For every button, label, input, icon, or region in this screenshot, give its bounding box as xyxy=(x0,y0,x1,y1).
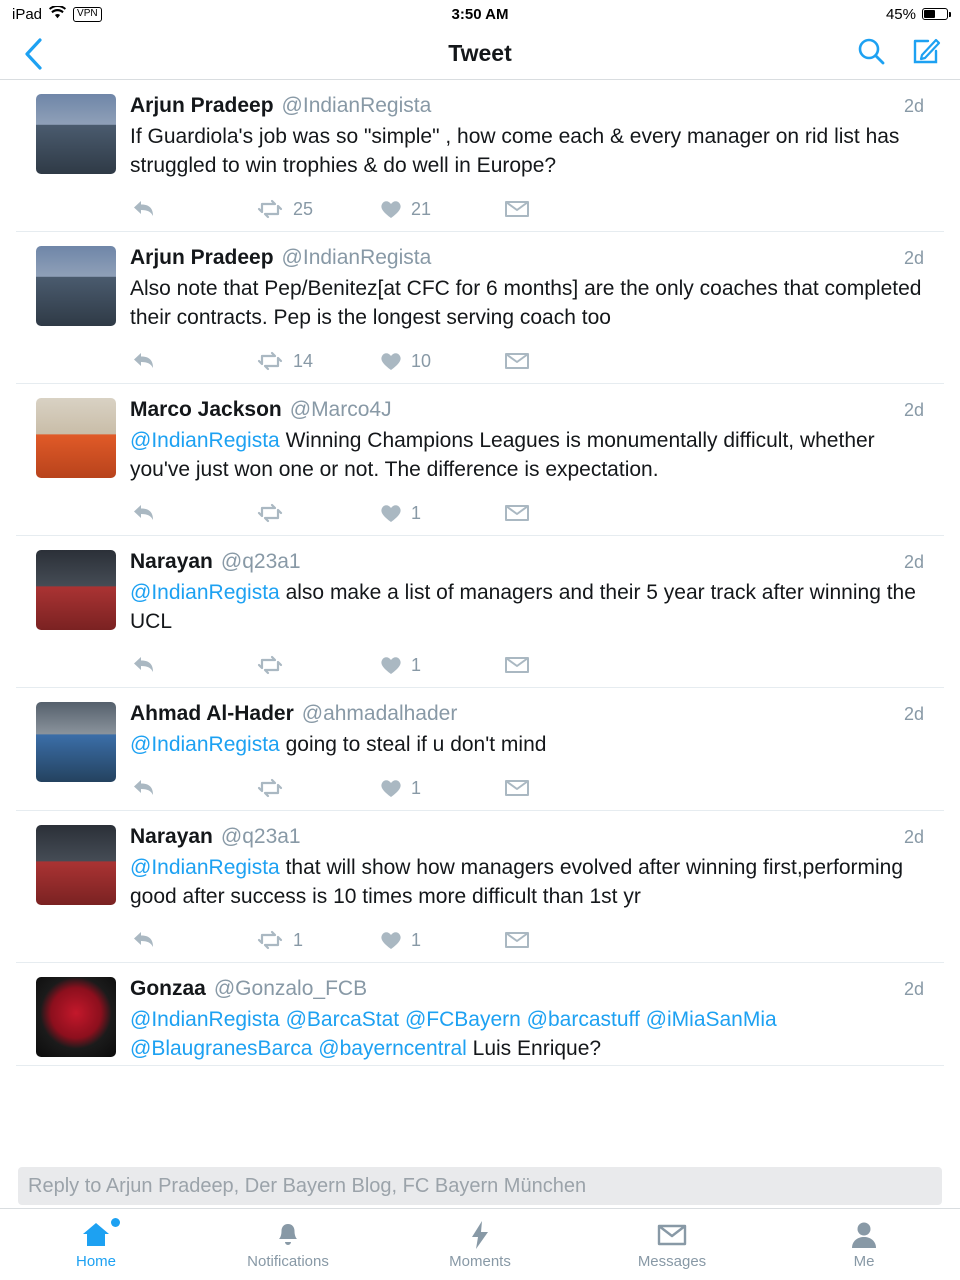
mention-link[interactable]: @BlaugranesBarca xyxy=(130,1037,313,1060)
retweet-button[interactable] xyxy=(256,778,380,798)
reply-icon xyxy=(132,777,158,799)
back-button[interactable] xyxy=(18,39,48,69)
tweet-body xyxy=(130,398,924,535)
mention-link[interactable]: @bayerncentral xyxy=(318,1037,467,1060)
like-button[interactable] xyxy=(380,503,504,524)
tweet-header xyxy=(130,825,924,849)
tweet-item[interactable] xyxy=(16,963,944,1066)
tweet-author-handle[interactable]: @IndianRegista xyxy=(281,246,432,269)
like-button[interactable] xyxy=(380,930,504,951)
chevron-left-icon xyxy=(23,38,43,70)
tweet-header xyxy=(130,94,924,118)
battery-icon xyxy=(922,8,948,20)
like-count: 1 xyxy=(411,502,422,523)
direct-message-button[interactable] xyxy=(504,930,628,950)
tweet-text xyxy=(130,274,924,332)
retweet-count: 14 xyxy=(293,350,314,371)
mention-link[interactable]: @IndianRegista xyxy=(130,856,280,879)
like-button[interactable] xyxy=(380,199,504,220)
direct-message-button[interactable] xyxy=(504,199,628,219)
direct-message-button[interactable] xyxy=(504,351,628,371)
retweet-icon xyxy=(256,351,284,371)
tweet-header xyxy=(130,398,924,422)
like-button[interactable] xyxy=(380,778,504,799)
tweet-text-segment: Winning Champions Leagues is monumentally difficult, whether you've just won one or not. The difference is expectation. xyxy=(130,429,875,481)
tweet-item[interactable] xyxy=(16,811,944,963)
like-button[interactable] xyxy=(380,351,504,372)
tab-messages[interactable] xyxy=(576,1209,768,1280)
bell-icon xyxy=(274,1220,302,1250)
tab-label: Moments xyxy=(449,1252,511,1270)
retweet-button[interactable] xyxy=(256,199,380,220)
tweet-timestamp: 2d xyxy=(903,96,924,116)
mention-link[interactable]: @IndianRegista xyxy=(130,429,280,452)
navigation-bar xyxy=(0,28,960,80)
tweet-actions xyxy=(130,920,924,960)
heart-icon xyxy=(380,503,402,523)
avatar-gonzaa[interactable] xyxy=(36,977,116,1057)
heart-icon xyxy=(380,655,402,675)
mention-link[interactable]: @iMiaSanMia xyxy=(645,1008,777,1031)
avatar-marco-jackson[interactable] xyxy=(36,398,116,478)
envelope-icon xyxy=(504,503,530,523)
retweet-icon xyxy=(256,199,284,219)
reply-icon xyxy=(132,198,158,220)
person-icon xyxy=(851,1220,877,1250)
tweet-actions xyxy=(130,493,924,533)
tweet-text xyxy=(130,122,924,180)
tweet-body xyxy=(130,702,924,810)
reply-icon xyxy=(132,654,158,676)
carrier-label: iPad xyxy=(12,5,43,23)
heart-icon xyxy=(380,930,402,950)
mention-link[interactable]: @BarcaStat xyxy=(285,1008,400,1031)
tweet-body xyxy=(130,94,924,231)
tweet-author-handle[interactable]: @IndianRegista xyxy=(281,94,432,117)
like-button[interactable] xyxy=(380,655,504,676)
battery-percent-label: 45% xyxy=(885,5,916,23)
navigation-actions xyxy=(856,36,942,71)
retweet-count: 25 xyxy=(293,198,314,219)
tweet-body xyxy=(130,246,924,383)
tab-label: Home xyxy=(75,1252,116,1270)
reply-button[interactable] xyxy=(132,777,256,799)
tweet-text xyxy=(130,426,924,484)
tweet-timestamp: 2d xyxy=(903,979,924,999)
tweet-text xyxy=(130,1005,924,1063)
tweet-actions xyxy=(130,341,924,381)
tweet-body xyxy=(130,825,924,962)
heart-icon xyxy=(380,778,402,798)
tweet-actions xyxy=(130,768,924,808)
retweet-button[interactable] xyxy=(256,655,380,675)
retweet-count: 1 xyxy=(293,929,304,950)
like-count: 10 xyxy=(411,350,432,371)
home-icon xyxy=(81,1220,111,1250)
tweet-header xyxy=(130,246,924,270)
tweet-timestamp: 2d xyxy=(903,552,924,572)
retweet-button[interactable] xyxy=(256,503,380,523)
tweet-author-handle[interactable]: @Gonzalo_FCB xyxy=(213,977,368,1000)
direct-message-button[interactable] xyxy=(504,778,628,798)
tweet-author-name[interactable]: Ahmad Al-Hader xyxy=(130,702,294,725)
tweet-author-name[interactable]: Arjun Pradeep xyxy=(130,246,274,269)
tab-me[interactable] xyxy=(768,1209,960,1280)
like-count: 1 xyxy=(411,777,422,798)
retweet-icon xyxy=(256,503,284,523)
tweet-thread-list[interactable] xyxy=(0,80,960,1208)
tweet-timestamp: 2d xyxy=(903,248,924,268)
tweet-author-handle[interactable]: @Marco4J xyxy=(289,398,392,421)
retweet-icon xyxy=(256,778,284,798)
tweet-text-segment: also make a list of managers and their 5 year track after winning the UCL xyxy=(130,581,916,633)
envelope-icon xyxy=(504,930,530,950)
tweet-actions xyxy=(130,189,924,229)
tweet-text-segment: going to steal if u don't mind xyxy=(279,733,547,756)
like-count: 1 xyxy=(411,929,422,950)
retweet-button[interactable] xyxy=(256,351,380,372)
like-count: 1 xyxy=(411,654,422,675)
avatar-narayan[interactable] xyxy=(36,825,116,905)
tweet-author-name[interactable]: Gonzaa xyxy=(130,977,206,1000)
mention-link[interactable]: @IndianRegista xyxy=(130,733,280,756)
status-bar-left xyxy=(12,6,102,23)
reply-button[interactable] xyxy=(132,929,256,951)
page-title: Tweet xyxy=(448,40,512,66)
retweet-icon xyxy=(256,655,284,675)
tab-label: Messages xyxy=(637,1252,707,1270)
direct-message-button[interactable] xyxy=(504,503,628,523)
tweet-item[interactable] xyxy=(16,384,944,536)
reply-input[interactable]: Reply to Arjun Pradeep, Der Bayern Blog, FC Bayern München xyxy=(18,1167,942,1205)
status-bar xyxy=(0,0,960,28)
avatar-arjun-pradeep[interactable] xyxy=(36,246,116,326)
heart-icon xyxy=(380,351,402,371)
direct-message-button[interactable] xyxy=(504,655,628,675)
like-count: 21 xyxy=(411,198,432,219)
tweet-item[interactable] xyxy=(16,232,944,384)
tweet-text-segment: If Guardiola's job was so "simple" , how come each & every manager on rid list has struggled to win trophies & do well in Europe? xyxy=(130,125,900,177)
compose-icon xyxy=(912,36,942,66)
mention-link[interactable]: @IndianRegista xyxy=(130,1008,280,1031)
tab-label: Notifications xyxy=(247,1252,329,1270)
tweet-author-handle[interactable]: @q23a1 xyxy=(220,550,301,573)
envelope-icon xyxy=(504,655,530,675)
search-icon xyxy=(856,36,886,66)
tab-notifications[interactable] xyxy=(192,1209,384,1280)
tab-home[interactable] xyxy=(0,1209,192,1280)
tweet-timestamp: 2d xyxy=(903,827,924,847)
tweet-item[interactable] xyxy=(16,80,944,232)
tweet-author-handle[interactable]: @q23a1 xyxy=(220,825,301,848)
reply-button[interactable] xyxy=(132,654,256,676)
wifi-icon xyxy=(49,6,66,23)
tweet-author-name[interactable]: Marco Jackson xyxy=(130,398,282,421)
avatar-ahmad-al-hader[interactable] xyxy=(36,702,116,782)
tweet-actions xyxy=(130,645,924,685)
bottom-tab-bar xyxy=(0,1208,960,1280)
reply-bar[interactable] xyxy=(0,1164,960,1208)
tweet-text-segment: that will show how managers evolved after winning first,performing good after success is 10 times more difficult than 1st yr xyxy=(130,856,904,908)
avatar-narayan[interactable] xyxy=(36,550,116,630)
status-bar-right xyxy=(886,6,948,23)
retweet-icon xyxy=(256,930,284,950)
tweet-author-handle[interactable]: @ahmadalhader xyxy=(301,702,458,725)
tweet-header xyxy=(130,977,924,1001)
tweet-header xyxy=(130,702,924,726)
badge-dot xyxy=(111,1218,120,1227)
heart-icon xyxy=(380,199,402,219)
envelope-icon xyxy=(504,199,530,219)
tweet-body xyxy=(130,977,924,1065)
tweet-text xyxy=(130,853,924,911)
reply-button[interactable] xyxy=(132,350,256,372)
envelope-icon xyxy=(657,1220,687,1250)
avatar-arjun-pradeep[interactable] xyxy=(36,94,116,174)
tweet-item[interactable] xyxy=(16,688,944,811)
reply-icon xyxy=(132,929,158,951)
retweet-button[interactable] xyxy=(256,930,380,951)
tab-label: Me xyxy=(853,1252,875,1270)
mention-link[interactable]: @FCBayern xyxy=(404,1008,521,1031)
status-bar-clock: 3:50 AM xyxy=(451,5,509,23)
tweet-timestamp: 2d xyxy=(903,704,924,724)
mention-link[interactable]: @barcastuff xyxy=(526,1008,640,1031)
tweet-author-name[interactable]: Narayan xyxy=(130,550,213,573)
mention-link[interactable]: @IndianRegista xyxy=(130,581,280,604)
search-button[interactable] xyxy=(856,36,886,71)
tweet-text-segment: Also note that Pep/Benitez[at CFC for 6 months] are the only coaches that completed their contracts. Pep is the longest serving coach too xyxy=(130,277,922,329)
tweet-item[interactable] xyxy=(16,536,944,688)
reply-button[interactable] xyxy=(132,198,256,220)
tweet-text xyxy=(130,730,924,759)
tweet-text-segment: Luis Enrique? xyxy=(466,1037,602,1060)
lightning-icon xyxy=(468,1220,492,1250)
vpn-badge: VPN xyxy=(73,7,102,22)
tweet-text xyxy=(130,578,924,636)
tweet-timestamp: 2d xyxy=(903,400,924,420)
envelope-icon xyxy=(504,351,530,371)
tab-moments[interactable] xyxy=(384,1209,576,1280)
tweet-author-name[interactable]: Narayan xyxy=(130,825,213,848)
reply-button[interactable] xyxy=(132,502,256,524)
reply-icon xyxy=(132,502,158,524)
envelope-icon xyxy=(504,778,530,798)
reply-icon xyxy=(132,350,158,372)
tweet-author-name[interactable]: Arjun Pradeep xyxy=(130,94,274,117)
compose-button[interactable] xyxy=(912,36,942,71)
tweet-header xyxy=(130,550,924,574)
tweet-body xyxy=(130,550,924,687)
